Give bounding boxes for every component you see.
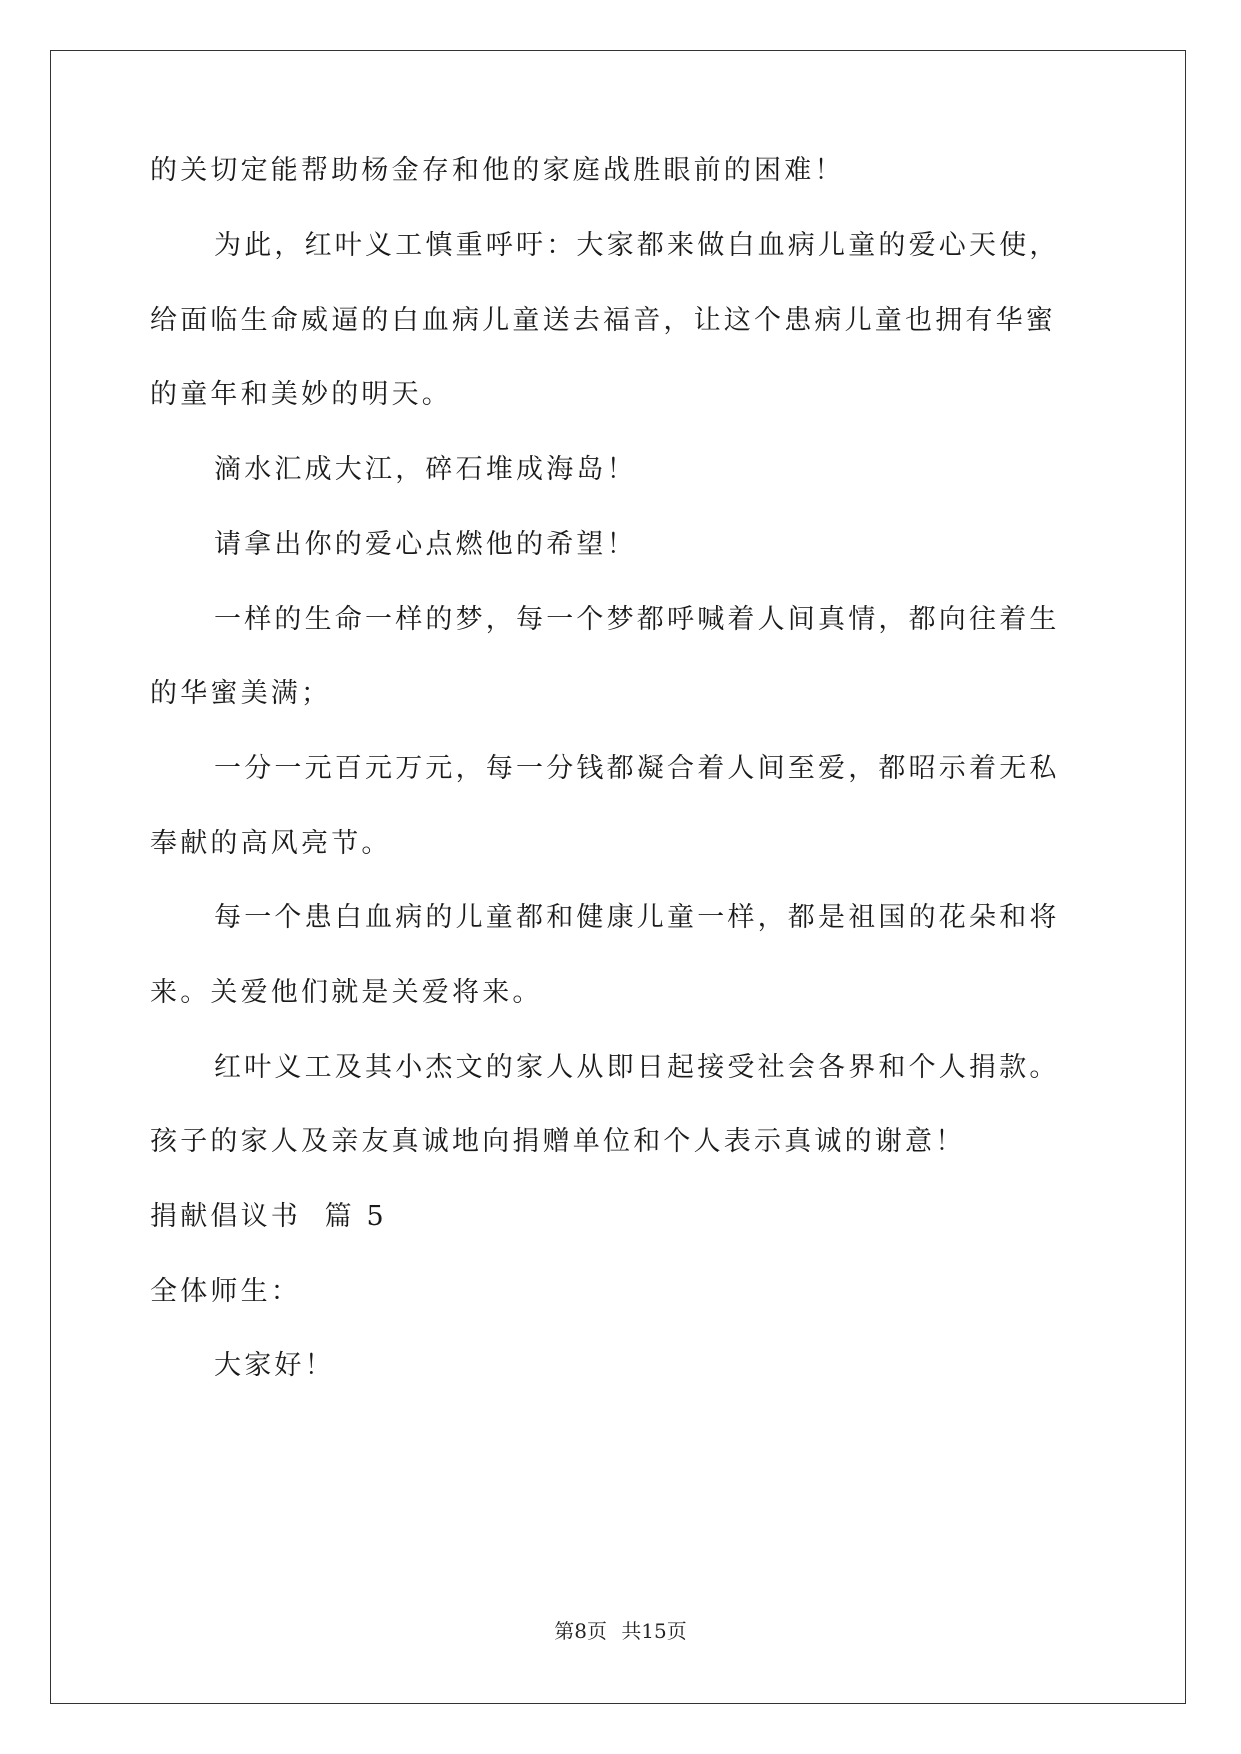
page-number: 第8页 [554, 1619, 607, 1643]
page-footer [0, 1618, 1241, 1644]
salutation: 全体师生： [150, 1276, 301, 1307]
page-border [50, 50, 1186, 1704]
text-line-3: 给面临生命威逼的白血病儿童送去福音，让这个患病儿童也拥有华蜜 [150, 305, 1056, 336]
text-line-14: 孩子的家人及亲友真诚地向捐赠单位和个人表示真诚的谢意！ [150, 1126, 966, 1157]
text-line-12: 来。关爱他们就是关爱将来。 [150, 977, 543, 1008]
text-line-8: 的华蜜美满； [150, 678, 332, 709]
text-line-5: 滴水汇成大江，碎石堆成海岛！ [214, 454, 637, 485]
text-line-10: 奉献的高风亮节。 [150, 828, 392, 859]
total-pages: 共15页 [621, 1619, 687, 1643]
text-line-2: 为此，红叶义工慎重呼吁：大家都来做白血病儿童的爱心天使， [214, 230, 1060, 261]
text-line-7: 一样的生命一样的梦，每一个梦都呼喊着人间真情，都向往着生 [214, 604, 1060, 635]
text-line-9: 一分一元百元万元，每一分钱都凝合着人间至爱，都昭示着无私 [214, 753, 1060, 784]
text-line-11: 每一个患白血病的儿童都和健康儿童一样，都是祖国的花朵和将 [214, 902, 1060, 933]
text-line-13: 红叶义工及其小杰文的家人从即日起接受社会各界和个人捐款。 [214, 1052, 1060, 1083]
section-heading: 捐献倡议书 篇 5 [150, 1201, 387, 1232]
greeting: 大家好！ [214, 1350, 335, 1381]
text-line-4: 的童年和美妙的明天。 [150, 379, 452, 410]
text-line-1: 的关切定能帮助杨金存和他的家庭战胜眼前的困难！ [150, 155, 845, 186]
text-line-6: 请拿出你的爱心点燃他的希望！ [214, 529, 637, 560]
